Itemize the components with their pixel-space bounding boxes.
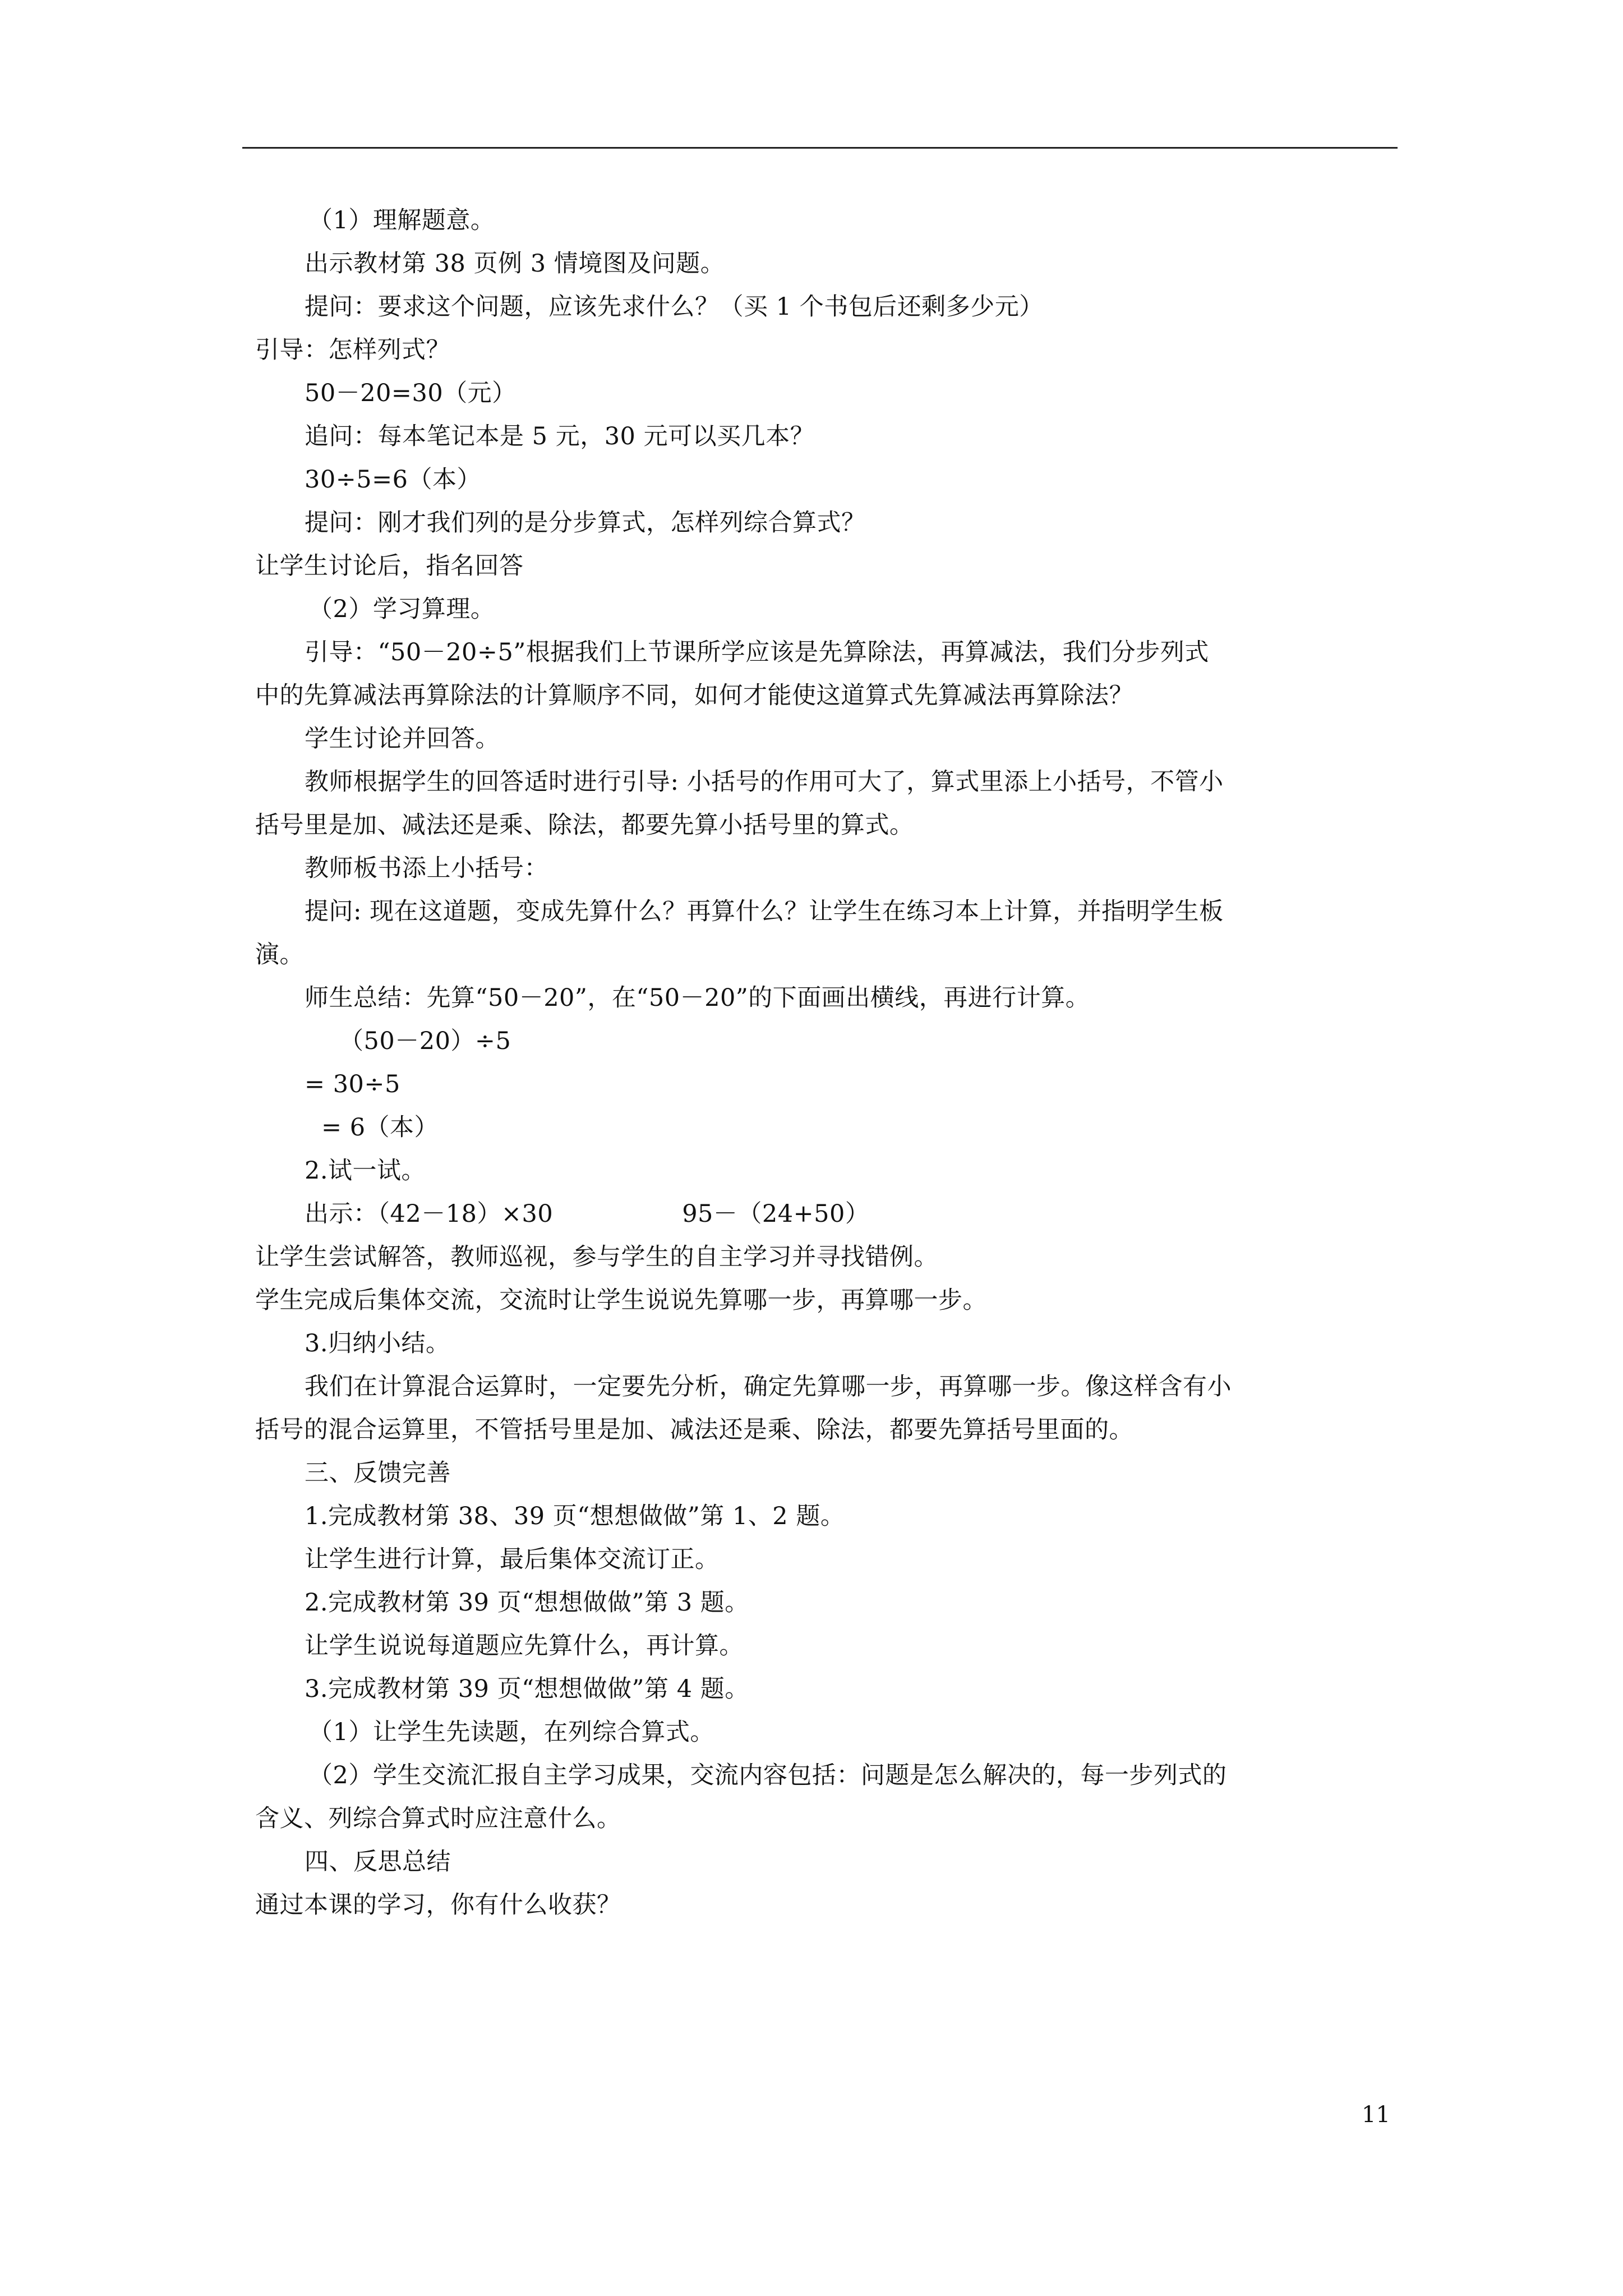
text-line: 提问：刚才我们列的是分步算式，怎样列综合算式？ xyxy=(305,509,866,537)
text-line: 50－20=30（元） xyxy=(305,379,517,407)
text-line: 教师板书添上小括号： xyxy=(305,854,548,882)
text-line: 引导：怎样列式？ xyxy=(255,336,450,364)
text-line: 让学生进行计算，最后集体交流订正。 xyxy=(305,1545,720,1573)
text-line: 学生讨论并回答。 xyxy=(305,725,500,753)
section-heading: 三、反馈完善 xyxy=(305,1459,451,1487)
text-line: 追问：每本笔记本是 5 元，30 元可以买几本？ xyxy=(305,422,815,450)
text-line: （1）让学生先读题，在列综合算式。 xyxy=(308,1718,714,1746)
text-line: 含义、列综合算式时应注意什么。 xyxy=(255,1805,621,1833)
equation-line: = 6（本） xyxy=(321,1114,439,1142)
page-number: 11 xyxy=(1362,2102,1390,2128)
text-line: 出示教材第 38 页例 3 情境图及问题。 xyxy=(305,250,725,278)
section-heading: 3.归纳小结。 xyxy=(305,1329,450,1358)
header-rule xyxy=(242,147,1398,149)
text-line: 括号里是加、减法还是乘、除法，都要先算小括号里的算式。 xyxy=(255,811,914,839)
exercise-line xyxy=(255,1193,1394,1236)
text-line: 1.完成教材第 38、39 页“想想做做”第 1、2 题。 xyxy=(305,1502,845,1530)
text-line: 引导：“50－20÷5”根据我们上节课所学应该是先算除法，再算减法，我们分步列式 xyxy=(305,638,1209,666)
section-heading: 2.试一试。 xyxy=(305,1157,426,1185)
text-line: 教师根据学生的回答适时进行引导: 小括号的作用可大了，算式里添上小括号，不管小 xyxy=(305,768,1224,796)
equation-line: （50－20）÷5 xyxy=(339,1027,511,1055)
text-line: 让学生讨论后，指名回答 xyxy=(255,552,524,580)
text-line: 演。 xyxy=(255,941,304,969)
text-line: 提问: 现在这道题，变成先算什么？再算什么？让学生在练习本上计算，并指明学生板 xyxy=(305,898,1224,926)
section-heading: 四、反思总结 xyxy=(305,1848,451,1876)
text-line: 提问：要求这个问题，应该先求什么？（买 1 个书包后还剩多少元） xyxy=(305,293,1044,321)
text-line: 括号的混合运算里，不管括号里是加、减法还是乘、除法，都要先算括号里面的。 xyxy=(255,1416,1133,1444)
text-line: （2）学生交流汇报自主学习成果，交流内容包括：问题是怎么解决的，每一步列式的 xyxy=(308,1761,1227,1789)
equation-line: = 30÷5 xyxy=(305,1070,400,1098)
text-line: 通过本课的学习，你有什么收获？ xyxy=(255,1891,621,1919)
text-line: （2）学习算理。 xyxy=(308,595,495,623)
text-line: 30÷5=6（本） xyxy=(305,466,481,494)
text-line: 3.完成教材第 39 页“想想做做”第 4 题。 xyxy=(305,1675,749,1703)
document-body xyxy=(255,199,1394,1927)
text-line: （1）理解题意。 xyxy=(308,206,495,234)
exercise-expression-1: 出示：（42－18）×30 xyxy=(305,1200,554,1228)
text-line: 让学生尝试解答，教师巡视，参与学生的自主学习并寻找错例。 xyxy=(255,1243,938,1271)
text-line: 中的先算减法再算除法的计算顺序不同，如何才能使这道算式先算减法再算除法？ xyxy=(255,682,1133,710)
text-line: 我们在计算混合运算时，一定要先分析，确定先算哪一步，再算哪一步。像这样含有小 xyxy=(305,1373,1232,1401)
text-line: 师生总结：先算“50－20”，在“50－20”的下面画出横线，再进行计算。 xyxy=(305,984,1090,1012)
text-line: 学生完成后集体交流，交流时让学生说说先算哪一步，再算哪一步。 xyxy=(255,1286,987,1314)
exercise-expression-2: 95－（24+50） xyxy=(682,1200,870,1228)
text-line: 2.完成教材第 39 页“想想做做”第 3 题。 xyxy=(305,1589,749,1617)
text-line: 让学生说说每道题应先算什么，再计算。 xyxy=(305,1632,744,1660)
